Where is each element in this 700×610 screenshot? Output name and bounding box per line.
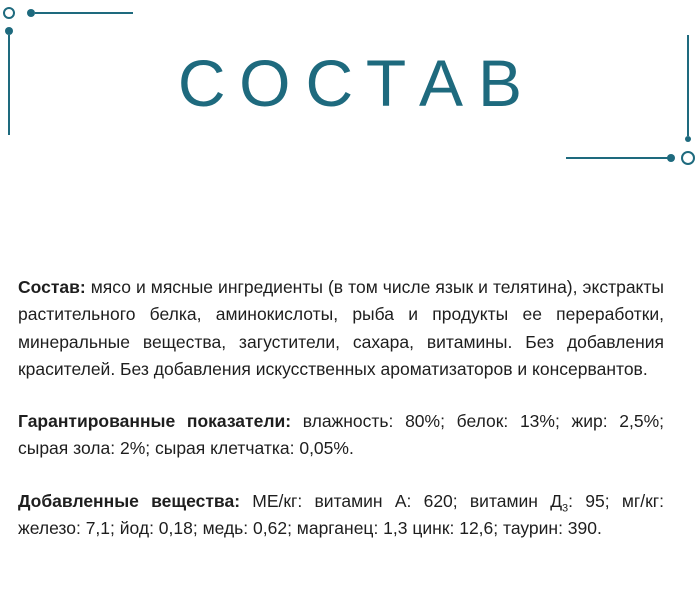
additives-value-part1: МЕ/кг: витамин А: 620; витамин Д [240,490,563,511]
additives-paragraph [18,488,664,543]
additives-label: Добавленные вещества: [18,490,241,511]
composition-value: мясо и мясные ингредиенты (в том числе язык и телятина), экстракты растительного белка, аминокислоты, рыба и продукты ее переработки, минеральные вещества, загустители, сахара, витамины. Без добавления красителей. Без добавления искусственных ароматизаторов и консервантов. [18,277,664,379]
guaranteed-values-value: влажность: 80%; белок: 13%; жир: 2,5%; сырая зола: 2%; сырая клетчатка: 0,05%. [18,411,664,459]
corner-ring-bottom-right [682,152,694,164]
additives-subscript: 3 [562,502,569,515]
composition-paragraph [18,274,664,383]
composition-label: Состав: [18,277,86,297]
guaranteed-values-label: Гарантированные показатели: [18,411,292,432]
guaranteed-values-paragraph [18,408,664,463]
page-title: СОСТАВ [177,46,538,120]
composition-text [18,274,664,542]
corner-ring-top-left [4,8,14,18]
additives-value-part2: : 95; мг/кг: железо: 7,1; йод: 0,18; медь: 0,62; марганец: 1,3 цинк: 12,6; таурин: 390. [18,490,664,539]
